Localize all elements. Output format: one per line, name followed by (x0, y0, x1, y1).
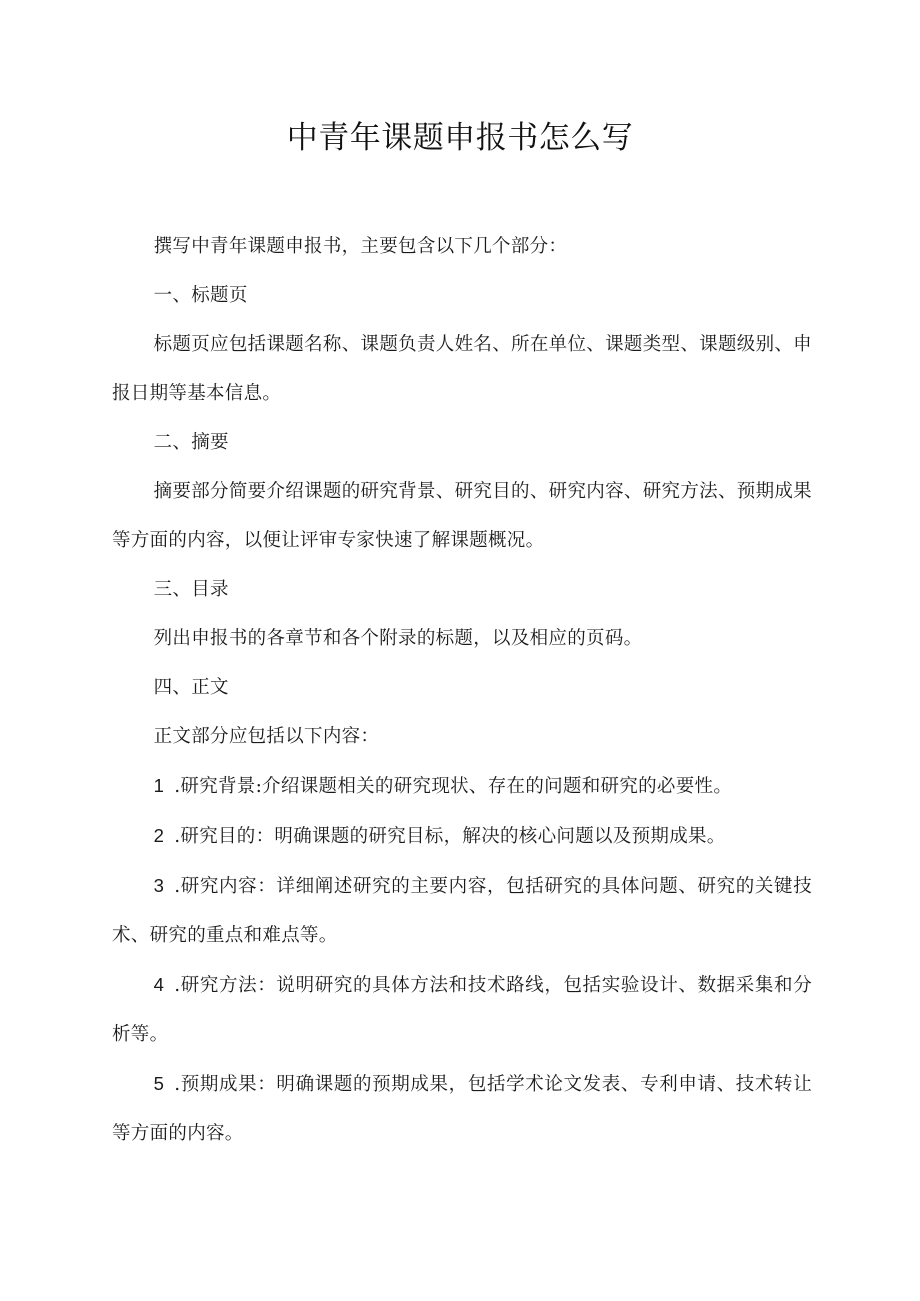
section-text-title-page: 标题页应包括课题名称、课题负责人姓名、所在单位、课题类型、课题级别、申报日期等基本信息。 (112, 334, 812, 404)
list-item-text: .预期成果：明确课题的预期成果，包括学术论文发表、专利申请、技术转让等方面的内容。 (112, 1074, 812, 1144)
list-item-text: .研究内容：详细阐述研究的主要内容，包括研究的具体问题、研究的关键技术、研究的重点和难点等。 (112, 876, 812, 946)
list-item (112, 761, 812, 811)
list-item-number: 2 (153, 825, 165, 846)
section-text-main-text: 正文部分应包括以下内容： (153, 726, 380, 747)
list-item (112, 811, 812, 861)
intro-paragraph: 撰写中青年课题申报书，主要包含以下几个部分： (153, 236, 568, 257)
list-item-number: 3 (153, 875, 165, 896)
list-item-text: .研究背景:介绍课题相关的研究现状、存在的问题和研究的必要性。 (174, 776, 733, 797)
section-heading-title-page: 一、标题页 (153, 285, 248, 306)
document-body (112, 222, 812, 1158)
list-item-text: .研究目的：明确课题的研究目标，解决的核心问题以及预期成果。 (174, 826, 726, 847)
list-item-text: .研究方法：说明研究的具体方法和技术路线，包括实验设计、数据采集和分析等。 (112, 975, 812, 1045)
section-heading-abstract: 二、摘要 (153, 432, 229, 453)
section-heading-main-text: 四、正文 (153, 677, 229, 698)
list-item-number: 4 (153, 974, 165, 995)
list-item (112, 1059, 812, 1158)
section-text-contents: 列出申报书的各章节和各个附录的标题，以及相应的页码。 (153, 628, 643, 649)
list-item-number: 1 (153, 775, 165, 796)
section-heading-contents: 三、目录 (153, 579, 229, 600)
list-item-number: 5 (153, 1073, 165, 1094)
list-item (112, 960, 812, 1059)
list-item (112, 861, 812, 960)
section-text-abstract: 摘要部分简要介绍课题的研究背景、研究目的、研究内容、研究方法、预期成果等方面的内容，以便让评审专家快速了解课题概况。 (112, 481, 812, 551)
document-title: 中青年课题申报书怎么写 (286, 120, 634, 156)
